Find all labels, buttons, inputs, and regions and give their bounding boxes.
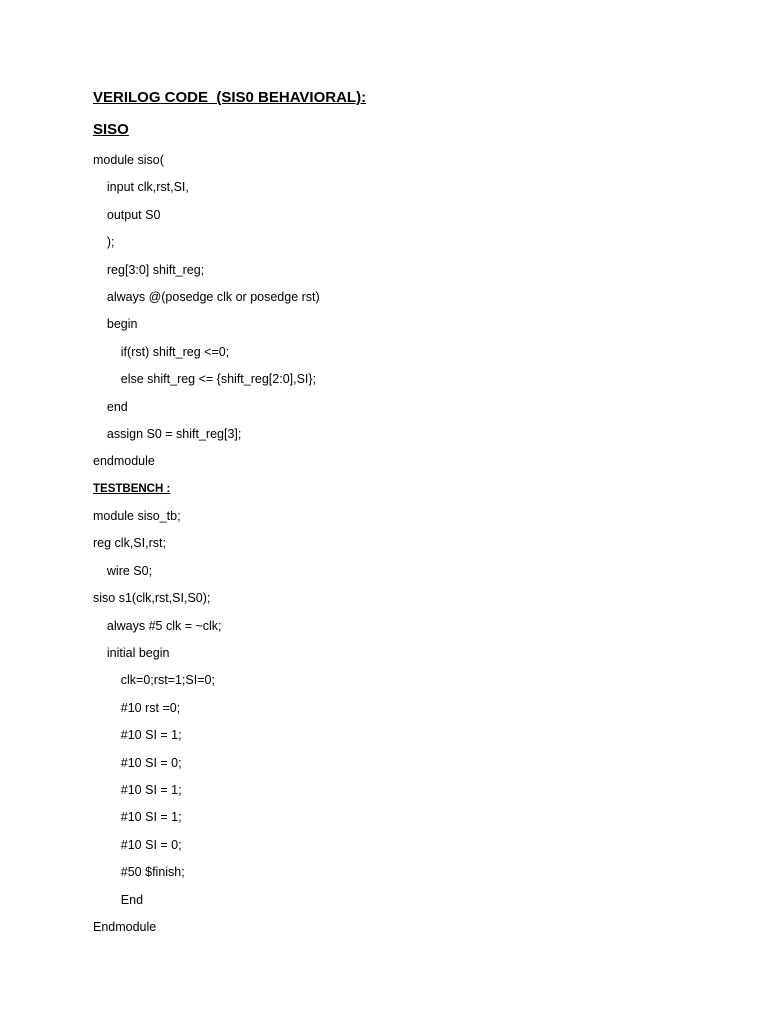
code-line: siso s1(clk,rst,SI,S0);	[93, 591, 211, 606]
code-line: clk=0;rst=1;SI=0;	[93, 673, 215, 688]
code-line: always #5 clk = ~clk;	[93, 618, 222, 633]
code-line: #10 SI = 0;	[93, 755, 182, 770]
code-line: #10 SI = 1;	[93, 810, 182, 825]
code-line: End	[93, 892, 144, 907]
code-line: always @(posedge clk or posedge rst)	[93, 289, 320, 304]
testbench-heading: TESTBENCH :	[93, 482, 171, 495]
testbench-code-block	[93, 503, 693, 941]
code-line: output S0	[93, 207, 161, 222]
code-line: end	[93, 399, 128, 414]
code-line: #10 rst =0;	[93, 700, 181, 715]
code-line: begin	[93, 317, 138, 332]
code-line: input clk,rst,SI,	[93, 180, 189, 195]
code-line: Endmodule	[93, 919, 157, 934]
code-line: reg clk,SI,rst;	[93, 536, 166, 551]
code-line: else shift_reg <= {shift_reg[2:0],SI};	[93, 372, 317, 387]
code-line: initial begin	[93, 646, 170, 661]
code-line: wire S0;	[93, 563, 153, 578]
code-line: reg[3:0] shift_reg;	[93, 262, 205, 277]
code-line: #10 SI = 1;	[93, 782, 182, 797]
code-line: module siso_tb;	[93, 509, 181, 524]
section-title-siso: SISO	[93, 121, 129, 138]
page-title: VERILOG CODE (SIS0 BEHAVIORAL):	[93, 89, 367, 106]
module-code-block	[93, 147, 693, 476]
code-line: assign S0 = shift_reg[3];	[93, 426, 242, 441]
document-content	[93, 88, 693, 941]
code-line: #10 SI = 1;	[93, 728, 182, 743]
code-line: if(rst) shift_reg <=0;	[93, 344, 230, 359]
code-line: endmodule	[93, 454, 155, 469]
code-line: module siso(	[93, 153, 164, 167]
code-line: );	[93, 235, 115, 250]
code-line: #50 $finish;	[93, 865, 185, 880]
code-line: #10 SI = 0;	[93, 837, 182, 852]
